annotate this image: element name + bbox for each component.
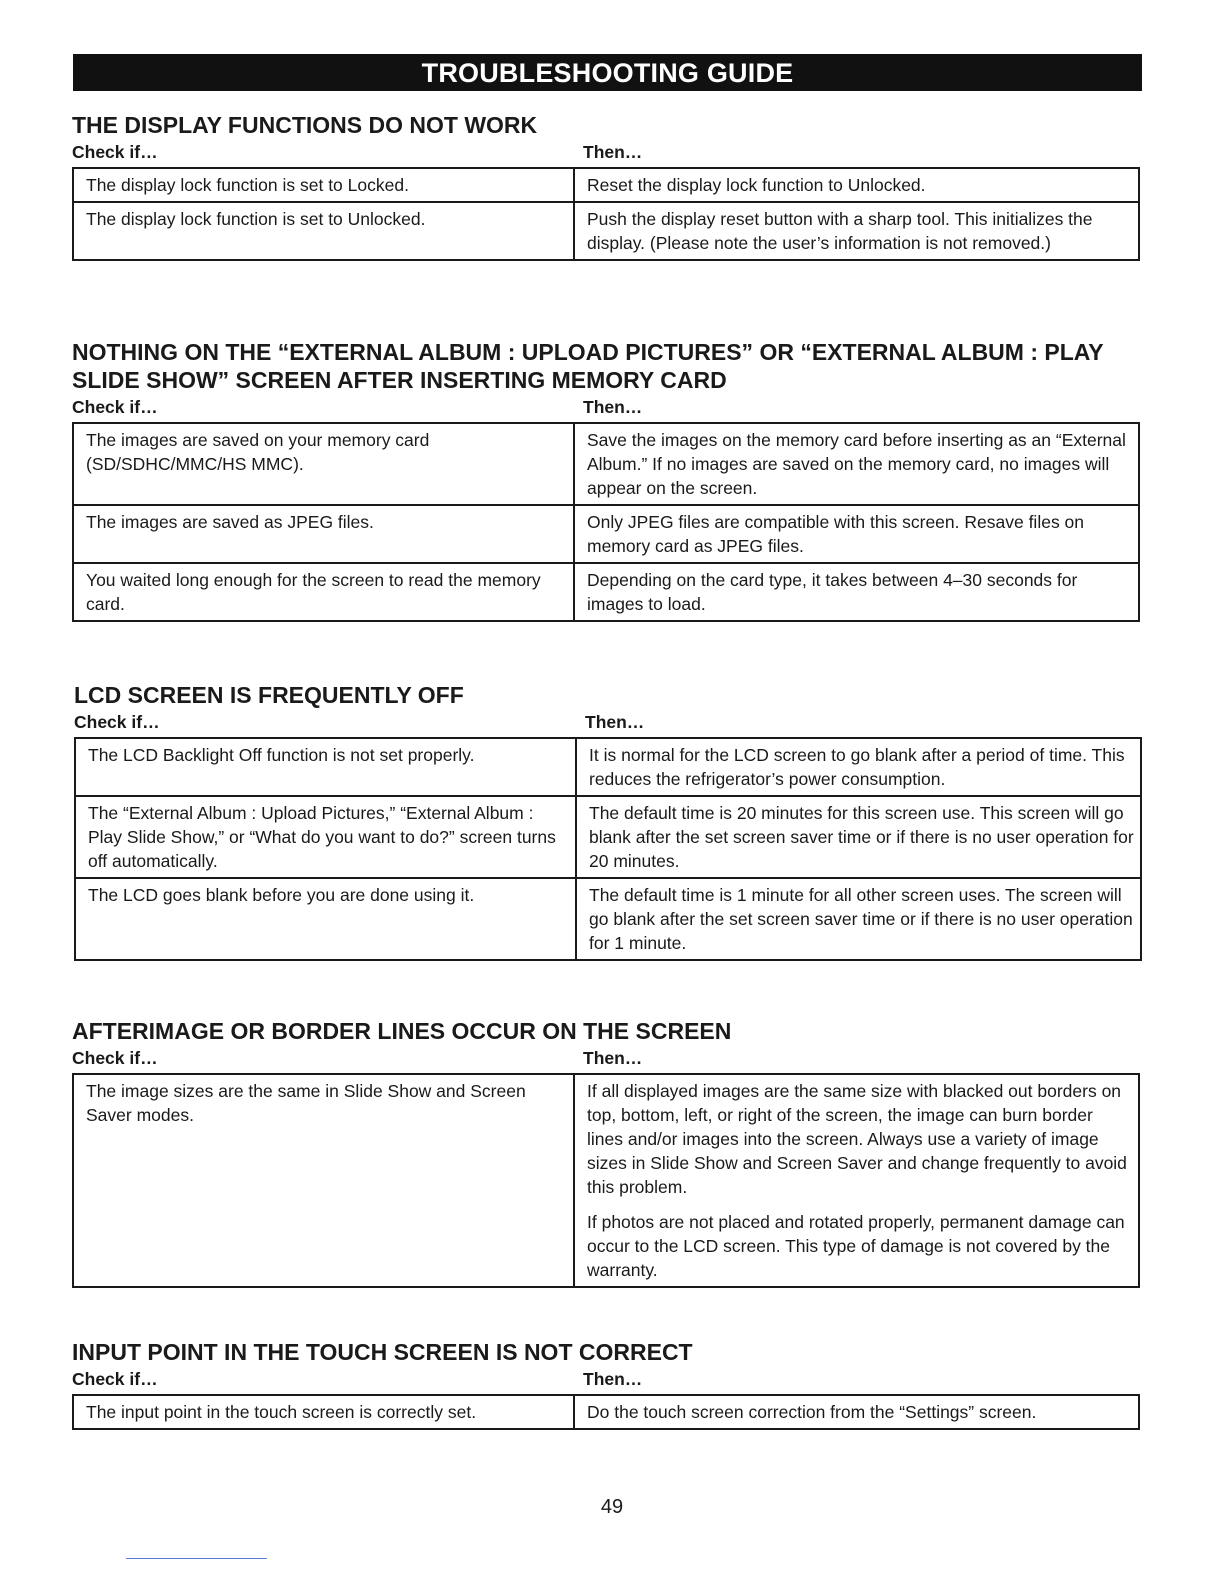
then-header: Then… <box>583 1369 643 1389</box>
then-text: The default time is 1 minute for all other screen uses. The screen will go blank after the set screen saver time or if there is no user operation for 1 minute. <box>589 885 1133 953</box>
check-cell: The display lock function is set to Locked. <box>73 168 574 202</box>
then-cell <box>576 878 1141 960</box>
footer-divider <box>126 1558 267 1559</box>
section-display-functions <box>72 111 1140 261</box>
section-external-album <box>72 338 1140 622</box>
then-text: The default time is 20 minutes for this screen use. This screen will go blank after the set screen saver time or if there is no user operation for 20 minutes. <box>589 803 1134 871</box>
then-cell <box>574 505 1139 563</box>
check-if-header: Check if… <box>72 1048 158 1068</box>
then-cell <box>576 796 1141 878</box>
table-row <box>73 423 1139 505</box>
check-cell: The input point in the touch screen is correctly set. <box>73 1395 574 1429</box>
then-text: Only JPEG files are compatible with this screen. Resave files on memory card as JPEG files. <box>587 512 1085 556</box>
check-cell: You waited long enough for the screen to read the memory card. <box>73 563 574 621</box>
table-row <box>75 738 1141 796</box>
then-header: Then… <box>583 142 643 162</box>
then-text: If photos are not placed and rotated properly, permanent damage can occur to the LCD screen. This type of damage is not covered by the warranty. <box>587 1212 1125 1280</box>
column-headers <box>72 396 1140 418</box>
column-headers <box>72 1368 1140 1390</box>
table-row <box>73 563 1139 621</box>
then-text: Do the touch screen correction from the “Settings” screen. <box>587 1402 1037 1422</box>
troubleshooting-table <box>72 422 1140 622</box>
then-cell <box>574 563 1139 621</box>
page-number: 49 <box>600 1496 624 1518</box>
table-row <box>73 168 1139 202</box>
then-cell <box>574 168 1139 202</box>
section-title: AFTERIMAGE OR BORDER LINES OCCUR ON THE SCREEN <box>72 1018 732 1044</box>
check-if-header: Check if… <box>72 142 158 162</box>
table-row <box>75 796 1141 878</box>
table-row <box>75 878 1141 960</box>
then-cell <box>574 202 1139 260</box>
check-cell: The “External Album : Upload Pictures,” “External Album : Play Slide Show,” or “What do you want to do?” screen turns off automatically. <box>75 796 576 878</box>
check-cell: The LCD goes blank before you are done using it. <box>75 878 576 960</box>
column-headers <box>72 141 1140 163</box>
then-header: Then… <box>585 712 645 732</box>
table-row <box>73 505 1139 563</box>
section-title: LCD SCREEN IS FREQUENTLY OFF <box>74 682 464 708</box>
section-afterimage <box>72 1017 1140 1288</box>
troubleshooting-table <box>74 737 1142 961</box>
page-banner-title: TROUBLESHOOTING GUIDE <box>73 54 1142 91</box>
table-row <box>73 1395 1139 1429</box>
check-if-header: Check if… <box>72 1369 158 1389</box>
then-header: Then… <box>583 1048 643 1068</box>
section-touch-input <box>72 1338 1140 1430</box>
check-if-header: Check if… <box>72 397 158 417</box>
then-text: If all displayed images are the same size with blacked out borders on top, bottom, left, or right of the screen, the image can burn border lines and/or images into the screen. Always use a variety of image sizes in Slide Show and Screen Saver and change frequently to avoid this problem. <box>587 1081 1127 1197</box>
then-text: Push the display reset button with a sharp tool. This initializes the display. (Please note the user’s information is not removed.) <box>587 209 1093 253</box>
check-cell: The images are saved on your memory card (SD/SDHC/MMC/HS MMC). <box>73 423 574 505</box>
check-if-header: Check if… <box>74 712 160 732</box>
section-title: NOTHING ON THE “EXTERNAL ALBUM : UPLOAD PICTURES” OR “EXTERNAL ALBUM : PLAY SLIDE SHOW” SCREEN AFTER INSERTING MEMORY CARD <box>72 339 1104 393</box>
section-title: THE DISPLAY FUNCTIONS DO NOT WORK <box>72 112 538 138</box>
then-cell <box>574 1395 1139 1429</box>
table-row <box>73 202 1139 260</box>
then-text: Depending on the card type, it takes between 4–30 seconds for images to load. <box>587 570 1078 614</box>
check-cell: The LCD Backlight Off function is not set properly. <box>75 738 576 796</box>
then-cell <box>576 738 1141 796</box>
then-text: It is normal for the LCD screen to go blank after a period of time. This reduces the refrigerator’s power consumption. <box>589 745 1125 789</box>
column-headers <box>72 1047 1140 1069</box>
then-cell <box>574 423 1139 505</box>
troubleshooting-table <box>72 167 1140 261</box>
check-cell: The image sizes are the same in Slide Show and Screen Saver modes. <box>73 1074 574 1287</box>
check-cell: The images are saved as JPEG files. <box>73 505 574 563</box>
then-cell <box>574 1074 1139 1287</box>
table-row <box>73 1074 1139 1287</box>
troubleshooting-table <box>72 1073 1140 1288</box>
check-cell: The display lock function is set to Unlocked. <box>73 202 574 260</box>
then-text: Save the images on the memory card before inserting as an “External Album.” If no images are saved on the memory card, no images will appear on the screen. <box>587 430 1126 498</box>
then-text: Reset the display lock function to Unlocked. <box>587 175 926 195</box>
column-headers <box>74 711 1142 733</box>
then-header: Then… <box>583 397 643 417</box>
section-lcd-screen-off <box>74 681 1142 961</box>
section-title: INPUT POINT IN THE TOUCH SCREEN IS NOT CORRECT <box>72 1339 693 1365</box>
troubleshooting-table <box>72 1394 1140 1430</box>
